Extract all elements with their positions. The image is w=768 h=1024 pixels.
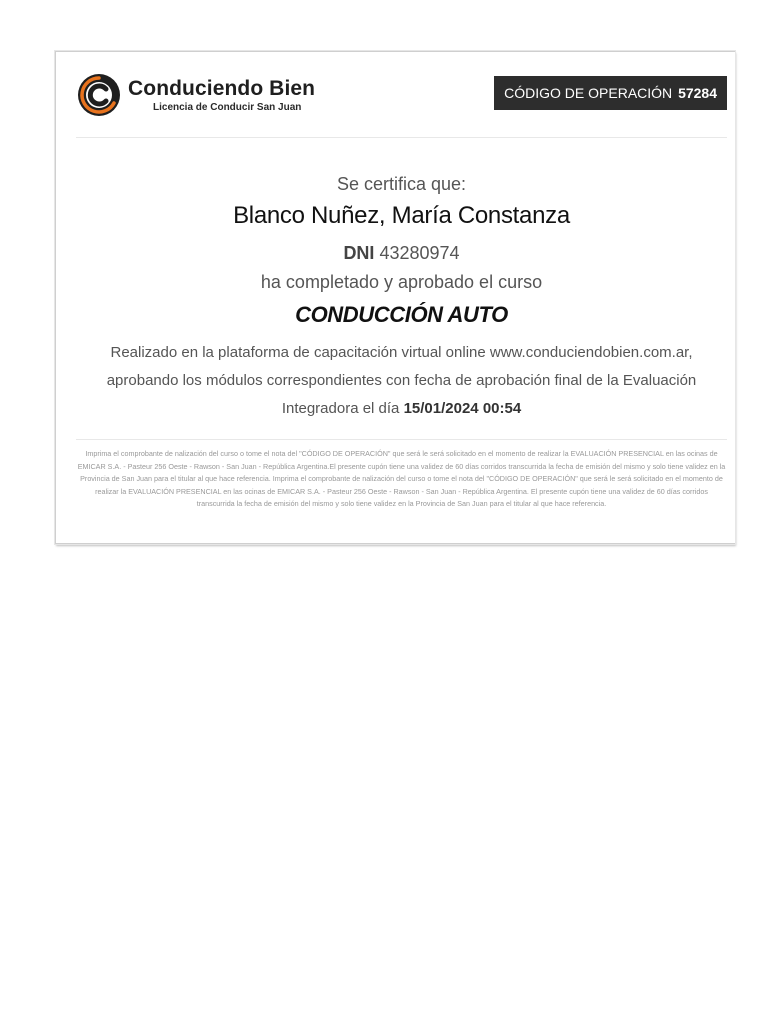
header-divider	[76, 137, 727, 138]
course-description	[76, 339, 727, 423]
brand-tagline: Licencia de Conducir San Juan	[153, 102, 302, 113]
course-name: CONDUCCIÓN AUTO	[295, 302, 508, 327]
certificate-card	[55, 51, 735, 544]
completed-text: ha completado y aprobado el curso	[260, 272, 543, 292]
brand-logo	[76, 72, 336, 118]
footer-divider	[76, 439, 727, 440]
approval-datetime: 15/01/2024 00:54	[403, 400, 522, 417]
conduciendo-bien-logo-icon	[76, 72, 122, 118]
dni-value: 43280974	[379, 243, 460, 263]
brand-name: Conduciendo Bien	[128, 77, 316, 100]
operation-code-badge	[494, 76, 727, 110]
description-text: Realizado en la plataforma de capacitación virtual online www.conduciendobien.com.ar, aprobando los módulos correspondientes con fecha de aprobación final de la Evaluación Integradora el día	[106, 344, 697, 417]
certificate-header	[76, 72, 727, 138]
operation-code-value: 57284	[678, 85, 717, 101]
holder-name: Blanco Nuñez, María Constanza	[233, 202, 570, 229]
dni-label: DNI	[343, 243, 375, 263]
operation-code-label: CÓDIGO DE OPERACIÓN	[504, 85, 673, 101]
certifies-text: Se certifica que:	[336, 174, 467, 194]
fine-print: Imprima el comprobante de nalización del curso o tome el nota del "CÓDIGO DE OPERACIÓN" que será le será solicitado en el momento de realizar la EVALUACIÓN PRESENCIAL en las ocinas de EMICAR S.A. - Pasteur 256 Oeste - Rawson - San Juan - República Argentina.El presente cupón tiene una validez de 60 días corridos transcurrida la fecha de emisión del mismo y solo tiene validez en la Provincia de San Juan para el titular al que hace referencia. Imprima el comprobante de nalización del curso o tome el nota del "CÓDIGO DE OPERACIÓN" que será le será solicitado en el momento de realizar la EVALUACIÓN PRESENCIAL en las ocinas de EMICAR S.A. - Pasteur 256 Oeste - Rawson - San Juan - República Argentina. El presente cupón tiene una validez de 60 días corridos transcurrida la fecha de emisión del mismo y solo tiene validez en la Provincia de San Juan para el titular al que hace referencia.	[77, 449, 726, 509]
dni-line	[76, 243, 727, 264]
